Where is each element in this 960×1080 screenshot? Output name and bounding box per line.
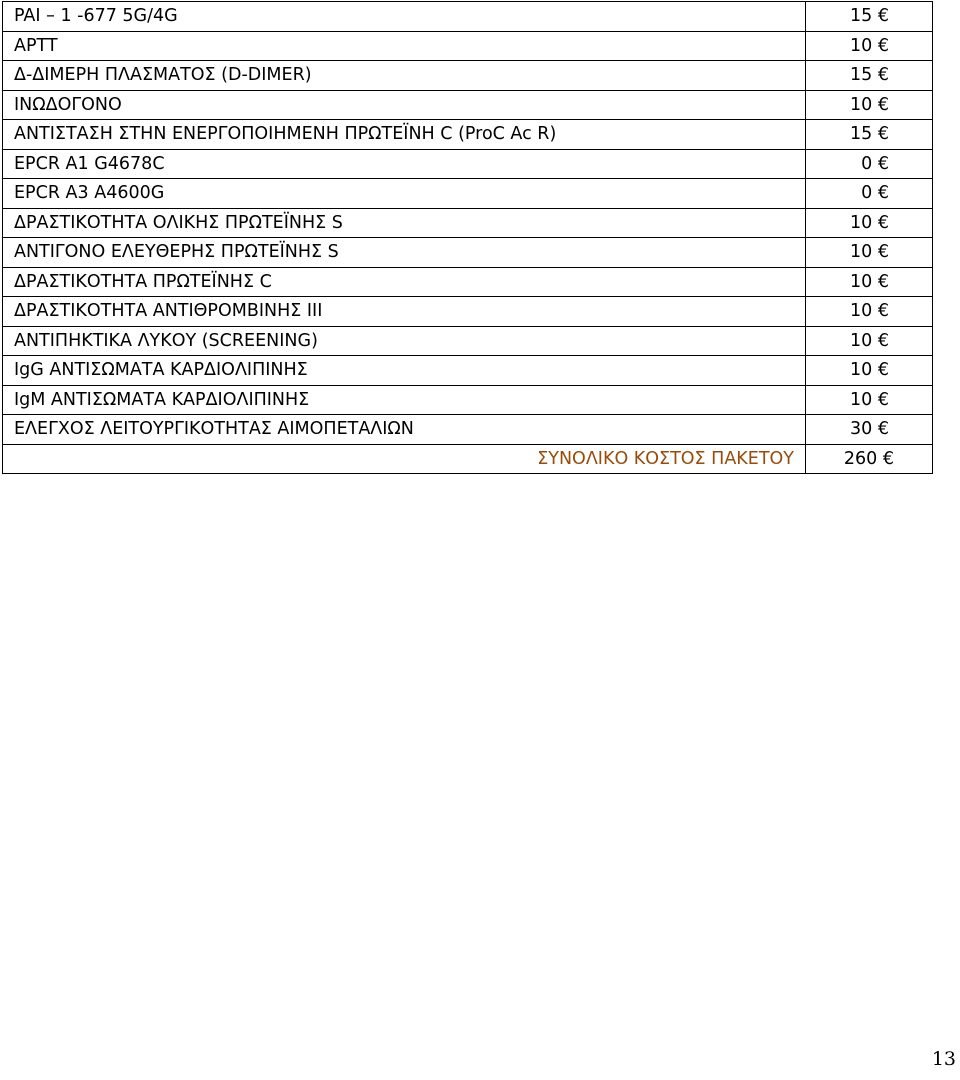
test-cost-cell: 10 € (806, 208, 933, 238)
test-cost-cell: 10 € (806, 90, 933, 120)
test-cost-cell: 15 € (806, 120, 933, 150)
test-cost-cell: 10 € (806, 31, 933, 61)
table-row (3, 385, 933, 415)
test-name-cell: EPCR A1 G4678C (3, 149, 806, 179)
test-cost-cell: 10 € (806, 238, 933, 268)
test-name-cell: ΔΡΑΣΤΙΚΟΤΗΤΑ ΑΝΤΙΘΡΟΜΒΙΝΗΣ ΙΙΙ (3, 297, 806, 327)
table-row (3, 90, 933, 120)
table-row (3, 2, 933, 32)
test-cost-cell: 0 € (806, 149, 933, 179)
test-name-cell: ΔΡΑΣΤΙΚΟΤΗΤΑ ΠΡΩΤΕΪΝΗΣ C (3, 267, 806, 297)
test-cost-cell: 15 € (806, 61, 933, 91)
table-row (3, 267, 933, 297)
total-label-cell: ΣΥΝΟΛΙΚΟ ΚΟΣΤΟΣ ΠΑΚΕΤΟΥ (3, 444, 806, 474)
table-row (3, 120, 933, 150)
price-table-body (3, 2, 933, 474)
test-name-cell: ΑΝΤΙΣΤΑΣΗ ΣΤΗΝ ΕΝΕΡΓΟΠΟΙΗΜΕΝΗ ΠΡΩΤΕΪΝΗ C (ProC Ac R) (3, 120, 806, 150)
table-row (3, 149, 933, 179)
test-cost-cell: 10 € (806, 297, 933, 327)
test-cost-cell: 10 € (806, 267, 933, 297)
table-row (3, 31, 933, 61)
table-row (3, 356, 933, 386)
total-cost-cell: 260 € (806, 444, 933, 474)
test-name-cell: ΑΝΤΙΠΗΚΤΙΚΑ ΛΥΚΟΥ (SCREENING) (3, 326, 806, 356)
price-table (2, 1, 933, 474)
table-row (3, 238, 933, 268)
test-name-cell: Δ-ΔΙΜΕΡΗ ΠΛΑΣΜΑΤΟΣ (D-DIMER) (3, 61, 806, 91)
table-row (3, 415, 933, 445)
table-row (3, 208, 933, 238)
test-name-cell: IgG ΑΝΤΙΣΩΜΑΤΑ ΚΑΡΔΙΟΛΙΠΙΝΗΣ (3, 356, 806, 386)
test-cost-cell: 30 € (806, 415, 933, 445)
test-cost-cell: 0 € (806, 179, 933, 209)
test-name-cell: ΙΝΩΔΟΓΟΝΟ (3, 90, 806, 120)
test-cost-cell: 10 € (806, 356, 933, 386)
test-name-cell: PAI – 1 -677 5G/4G (3, 2, 806, 32)
table-row (3, 326, 933, 356)
table-row (3, 297, 933, 327)
test-name-cell: ΔΡΑΣΤΙΚΟΤΗΤΑ ΟΛΙΚΗΣ ΠΡΩΤΕΪΝΗΣ S (3, 208, 806, 238)
test-name-cell: ΕΛΕΓΧΟΣ ΛΕΙΤΟΥΡΓΙΚΟΤΗΤΑΣ ΑΙΜΟΠΕΤΑΛΙΩΝ (3, 415, 806, 445)
table-row (3, 61, 933, 91)
table-row (3, 179, 933, 209)
test-name-cell: APTT (3, 31, 806, 61)
test-name-cell: ΑΝΤΙΓΟΝΟ ΕΛΕΥΘΕΡΗΣ ΠΡΩΤΕΪΝΗΣ S (3, 238, 806, 268)
total-row (3, 444, 933, 474)
test-cost-cell: 10 € (806, 385, 933, 415)
test-name-cell: IgM ΑΝΤΙΣΩΜΑΤΑ ΚΑΡΔΙΟΛΙΠΙΝΗΣ (3, 385, 806, 415)
page-number: 13 (931, 1048, 956, 1070)
test-cost-cell: 15 € (806, 2, 933, 32)
test-cost-cell: 10 € (806, 326, 933, 356)
test-name-cell: EPCR A3 A4600G (3, 179, 806, 209)
